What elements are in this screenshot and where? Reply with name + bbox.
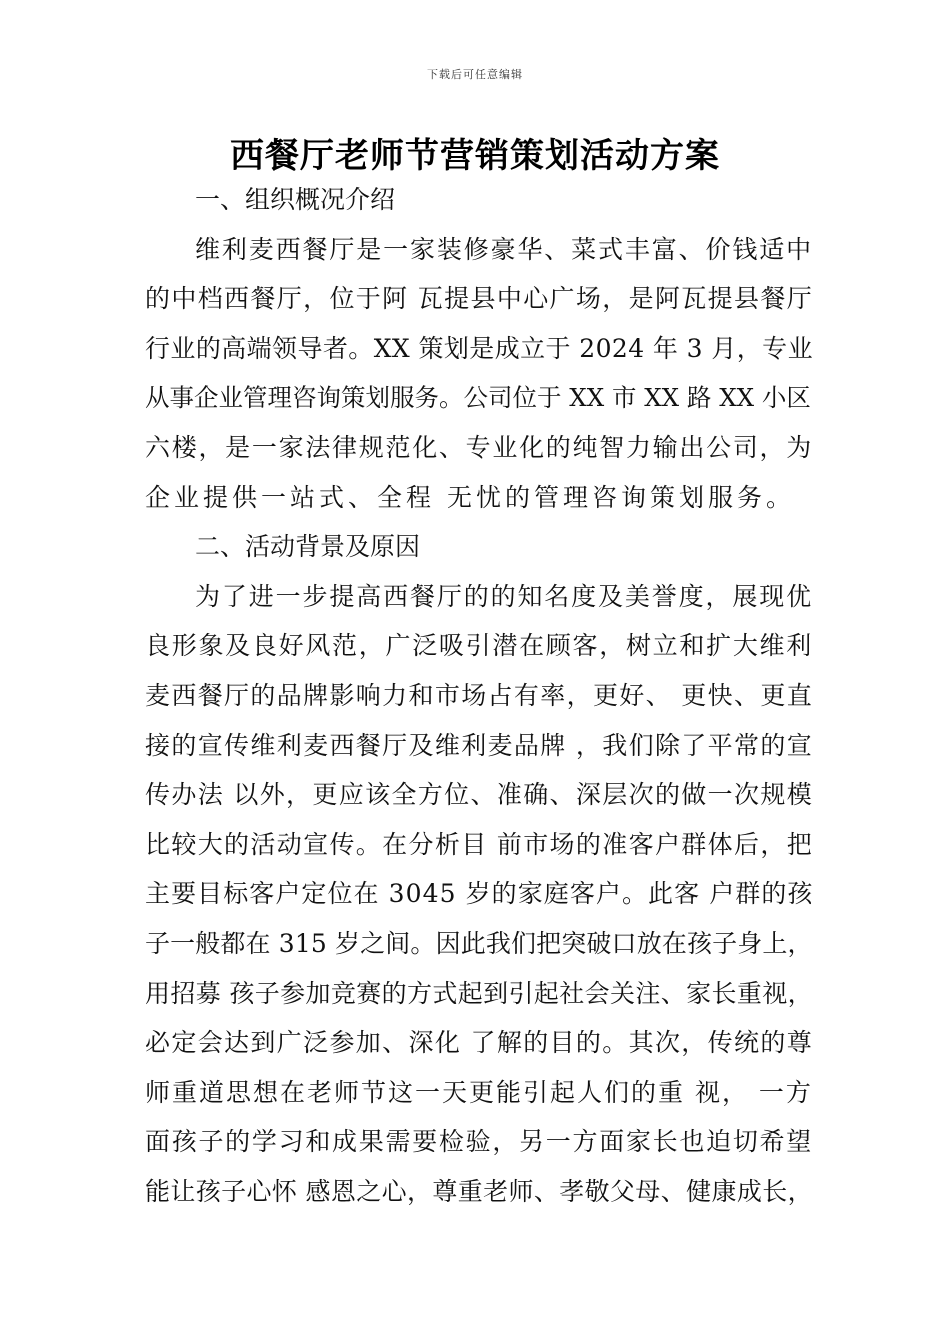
document-title: 西餐厅老师节营销策划活动方案 [230, 136, 720, 176]
paragraph-line: 必定会达到广泛参加、深化 了解的目的。其次，传统的尊 [145, 1028, 814, 1057]
paragraph-line: 为了进一步提高西餐厅的的知名度及美誉度，展现优 [195, 582, 814, 611]
paragraph-line: 麦西餐厅的品牌影响力和市场占有率，更好、 更快、更直 [145, 681, 814, 710]
paragraph-line: 六楼，是一家法律规范化、专业化的纯智力输出公司，为 [145, 433, 814, 462]
section-heading: 一、组织概况介绍 [195, 185, 396, 214]
header-note: 下载后可任意编辑 [427, 68, 523, 81]
paragraph-line: 能让孩子心怀 感恩之心，尊重老师、孝敬父母、健康成长， [145, 1177, 813, 1206]
paragraph-line: 良形象及良好风范，广泛吸引潜在顾客，树立和扩大维利 [145, 631, 814, 660]
paragraph-line: 用招募 孩子参加竞赛的方式起到引起社会关注、家长重视， [145, 979, 813, 1008]
paragraph-line: 企业提供一站式、全程 无忧的管理咨询策划服务。 [145, 483, 795, 512]
paragraph-line: 维利麦西餐厅是一家装修豪华、菜式丰富、价钱适中 [195, 235, 814, 264]
paragraph-line: 主要目标客户定位在 3045 岁的家庭客户。此客 户群的孩 [145, 879, 814, 908]
paragraph-line: 子一般都在 315 岁之间。因此我们把突破口放在孩子身上， [145, 929, 813, 958]
paragraph-line: 比较大的活动宣传。在分析目 前市场的准客户群体后，把 [145, 830, 814, 859]
paragraph-line: 面孩子的学习和成果需要检验，另一方面家长也迫切希望 [145, 1127, 814, 1156]
paragraph-line: 的中档西餐厅，位于阿 瓦提县中心广场，是阿瓦提县餐厅 [145, 284, 814, 313]
paragraph-line: 行业的高端领导者。XX 策划是成立于 2024 年 3 月，专业 [145, 334, 813, 363]
section-heading: 二、活动背景及原因 [195, 532, 421, 561]
paragraph-line: 接的宣传维利麦西餐厅及维利麦品牌 ，我们除了平常的宣 [145, 731, 814, 760]
paragraph-line: 传办法 以外，更应该全方位、准确、深层次的做一次规模 [145, 780, 814, 809]
paragraph-line: 从事企业管理咨询策划服务。公司位于 XX 市 XX 路 XX 小区 [145, 383, 811, 412]
paragraph-line: 师重道思想在老师节这一天更能引起人们的重 视， 一方 [145, 1078, 813, 1107]
